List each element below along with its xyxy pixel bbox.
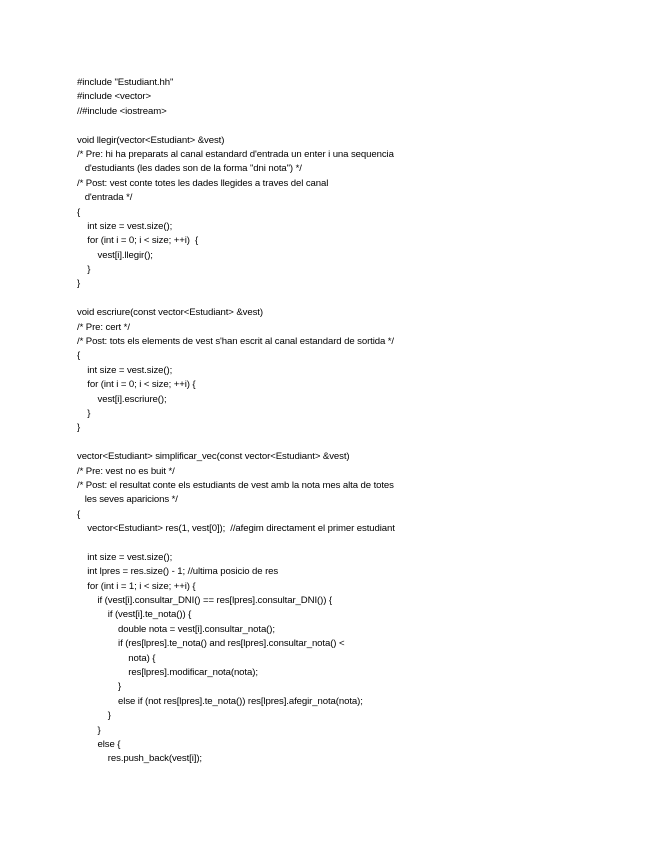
code-line: } — [77, 422, 81, 434]
code-line: } — [77, 407, 91, 419]
code-line: /* Post: tots els elements de vest s'han escrit al canal estandard de sortida */ — [77, 336, 394, 348]
code-line: } — [77, 278, 81, 290]
code-line — [77, 436, 637, 450]
code-line: vector<Estudiant> res(1, vest[0]); //afegim directament el primer estudiant — [77, 523, 395, 535]
code-line: int size = vest.size(); — [77, 364, 173, 376]
code-line: int size = vest.size(); — [77, 220, 173, 232]
code-line: else { — [77, 738, 121, 750]
code-line: for (int i = 0; i < size; ++i) { — [77, 235, 199, 247]
code-line: void llegir(vector<Estudiant> &vest) — [77, 134, 225, 146]
code-line: else if (not res[lpres].te_nota()) res[lpres].afegir_nota(nota); — [77, 695, 363, 707]
code-line: int size = vest.size(); — [77, 551, 173, 563]
code-line: double nota = vest[i].consultar_nota(); — [77, 623, 275, 635]
code-line: d'entrada */ — [77, 192, 133, 204]
code-line: //#include <iostream> — [77, 105, 167, 117]
code-line: /* Pre: cert */ — [77, 321, 130, 333]
code-line — [77, 537, 637, 551]
code-line: nota) { — [77, 652, 156, 664]
code-line: if (vest[i].te_nota()) { — [77, 609, 192, 621]
code-line: { — [77, 508, 81, 520]
code-line: for (int i = 1; i < size; ++i) { — [77, 580, 196, 592]
code-line: #include "Estudiant.hh" — [77, 77, 174, 88]
code-line: res.push_back(vest[i]); — [77, 753, 202, 765]
code-line: res[lpres].modificar_nota(nota); — [77, 667, 258, 679]
code-line: #include <vector> — [77, 91, 152, 103]
code-line: } — [77, 710, 111, 722]
code-line: /* Post: vest conte totes les dades llegides a traves del canal — [77, 177, 329, 189]
code-line — [77, 292, 637, 306]
code-listing — [77, 76, 637, 767]
code-line: } — [77, 264, 91, 276]
code-line: for (int i = 0; i < size; ++i) { — [77, 379, 196, 391]
code-line — [77, 119, 637, 133]
code-line: vest[i].llegir(); — [77, 249, 153, 261]
code-line: if (res[lpres].te_nota() and res[lpres].consultar_nota() < — [77, 638, 345, 650]
code-line: vest[i].escriure(); — [77, 393, 167, 405]
code-line: { — [77, 350, 81, 362]
code-line: void escriure(const vector<Estudiant> &vest) — [77, 307, 263, 319]
code-line: /* Post: el resultat conte els estudiants de vest amb la nota mes alta de totes — [77, 479, 394, 491]
code-line: /* Pre: hi ha preparats al canal estandard d'entrada un enter i una sequencia — [77, 148, 394, 160]
code-line: d'estudiants (les dades son de la forma "dni nota") */ — [77, 163, 302, 175]
code-line: /* Pre: vest no es buit */ — [77, 465, 175, 477]
code-line: } — [77, 681, 122, 693]
code-line: les seves aparicions */ — [77, 494, 178, 506]
code-line: vector<Estudiant> simplificar_vec(const vector<Estudiant> &vest) — [77, 451, 350, 463]
code-line: int lpres = res.size() - 1; //ultima posicio de res — [77, 566, 279, 578]
code-line: if (vest[i].consultar_DNI() == res[lpres].consultar_DNI()) { — [77, 595, 332, 607]
code-line: { — [77, 206, 81, 218]
code-line: } — [77, 724, 101, 736]
